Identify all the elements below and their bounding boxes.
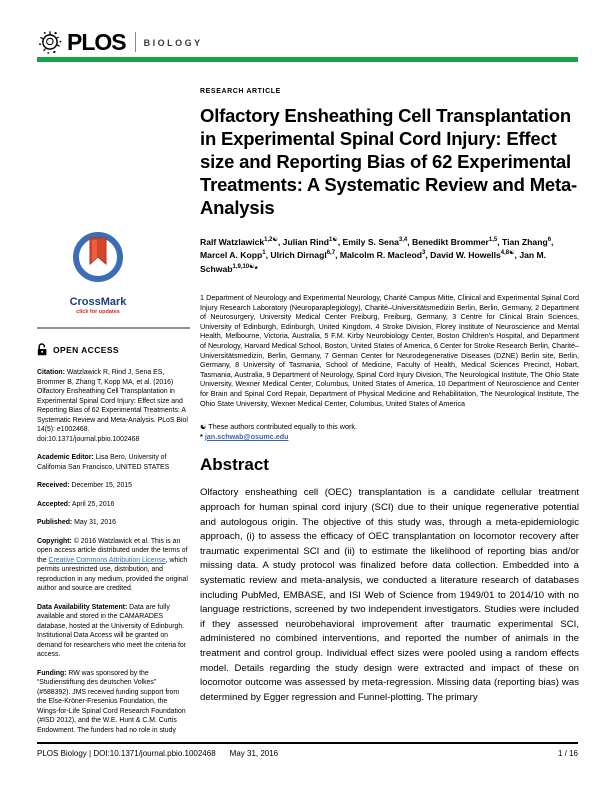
- corresponding-author-email-link[interactable]: jan.schwab@osumc.edu: [204, 431, 289, 441]
- citation-text: Watzlawick R, Rind J, Sena ES, Brommer B, Zhang T, Kopp MA, et al. (2016) Olfactory Ensheathing Cell Transplantation in Experimental Spinal Cord Injury: Effect size and Reporting Bias of 62 Experimental Treatments: A Systematic Review and Meta-Analysis. PLoS Biol 14(5): e1002468. doi:10.1371/journal.pbio.1002468: [37, 369, 188, 443]
- journal-masthead: [37, 27, 203, 57]
- published-paragraph: [37, 518, 190, 528]
- published-date: May 31, 2016: [72, 519, 116, 526]
- copyright-label: Copyright:: [37, 537, 72, 545]
- crossmark-tagline: click for updates: [76, 309, 120, 315]
- data-availability-text: Data are fully available and stored in the CAMARADES database, hosted at the University of Edinburgh. Institutional Data Access will be granted on demand for researchers who meet the criteria for access.: [37, 603, 186, 658]
- plos-logo-text: PLOS: [67, 29, 126, 55]
- copyright-text-pre: © 2016 Watzlawick et al. This is an open access article distributed under the terms of the: [37, 537, 188, 564]
- published-label: Published:: [37, 519, 73, 526]
- received-label: Received:: [37, 482, 70, 489]
- copyright-paragraph: [37, 537, 190, 594]
- affiliations-paragraph: 1 Department of Neurology and Experimental Neurology, Charité Campus Mitte, Clinical and Experimental Spinal Cord Injury Research Laboratory (Neuroparaplegiology), Charité–Universitätsmedizin Berlin, Berlin, Germany, 2 Department of Neurosurgery, University Medical Center Freiburg, Freiburg, Germany, 3 Centre for Clinical Brain Sciences, University of Edinburgh, Edinburgh, United Kingdom, 4 Stroke Division, Florey Institute of Neuroscience and Mental Health, Melbourne, Victoria, Australia, 5 F.M. Kirby Neurobiology Center, Boston Children's Hospital, and Department of Neurology, Harvard Medical School, Boston, United States of America, 6 Center for Stroke Research Berlin, Charité–Universitätsmedizin, Berlin, Germany, 7 German Center for Neurodegenerative Diseases (DZNE) Berlin site, Berlin, Germany, 8 University of Tasmania, School of Medicine, Faculty of Health, Medical Sciences Precinct, Hobart, Tasmania, Australia, 9 Department of Neurology, Spinal Cord Injury Division, The Neurological Institute, The Ohio State University, Wexner Medical Center, Columbus, United States of America, 10 Department of Neuroscience and Center for Brain and Spinal Cord Repair, Department of Physical Medicine and Rehabilitation, The Neurological Institute, The Ohio State University, Wexner Medical Center, Columbus, United States of America: [200, 293, 579, 408]
- plos-cell-icon: [37, 29, 63, 55]
- copyright-text-post: , which permits unrestricted use, distribution, and reproduction in any medium, provided the original author and source are credited.: [37, 556, 188, 592]
- article-main-column: [200, 88, 579, 705]
- open-lock-icon: [37, 343, 48, 356]
- logo-divider: [135, 32, 136, 52]
- journal-accent-bar: [37, 57, 578, 62]
- open-access-badge: [37, 343, 190, 356]
- academic-editor-paragraph: [37, 453, 190, 472]
- crossmark-badge[interactable]: [63, 231, 133, 315]
- data-availability-paragraph: [37, 603, 190, 660]
- citation-label: Citation:: [37, 369, 65, 376]
- journal-name: BIOLOGY: [143, 38, 203, 48]
- academic-editor-label: Academic Editor:: [37, 454, 94, 461]
- author-line: Ralf Watzlawick$^{1,2☯}$, Julian Rind$^{1☯}$, Emily S. Sena$^{3,4}$, Benedikt Brommer$^{1,5}$, Tian Zhang$^6$, Marcel A. Kopp$^1$, Ulrich Dirnagl$^{6,7}$, Malcolm R. Macleod$^3$, David W. Howells$^{4,8☯}$, Jan M. Schwab$^{1,9,10☯}$*: [200, 236, 554, 274]
- received-paragraph: [37, 481, 190, 491]
- sidebar-divider: [37, 327, 190, 329]
- article-type-kicker: RESEARCH ARTICLE: [200, 88, 281, 95]
- page-footer: [37, 749, 578, 758]
- citation-paragraph: [37, 368, 190, 444]
- accepted-label: Accepted:: [37, 500, 71, 508]
- accepted-date: April 25, 2016: [70, 500, 115, 508]
- funding-label: Funding:: [37, 669, 67, 677]
- abstract-heading: Abstract: [200, 455, 269, 475]
- footer-journal-doi: PLOS Biology | DOI:10.1371/journal.pbio.1002468: [37, 749, 216, 758]
- equal-contribution-note: ☯ These authors contributed equally to this work.: [200, 422, 357, 432]
- page-number: 1 / 16: [557, 749, 578, 758]
- received-date: December 15, 2015: [69, 482, 132, 489]
- abstract-text: Olfactory ensheathing cell (OEC) transplantation is a candidate cellular treatment approach for human spinal cord injury (SCI) due to their unique regenerative potential and autologous origin. The objective of this study was, through a meta-epidemiologic approach, (i) to assess the efficacy of OEC transplantation on locomotor recovery after traumatic experimental SCI and (ii) to estimate the likelihood of reporting bias and/or missing data. A study protocol was finalized before data collection. Embedded into a systematic review and meta-analysis, we conducted a literature research of databases including PubMed, EMBASE, and ISI Web of Science from 1949/01 to 2014/10 with no language restrictions, screened by two independent investigators. Studies were included if they assessed neurobehavioral improvement after traumatic experimental SCI, administered no combined interventions, and reported the number of animals in the treatment and control group. Individual effect sizes were pooled using a random effects model. Details regarding the study design were extracted and impact of these on locomotor outcome was assessed by meta-regression. Missing data (reporting bias) was determined by Egger regression and Funnel-plotting. The primary: [200, 487, 579, 703]
- crossmark-label: CrossMark: [69, 296, 127, 308]
- crossmark-icon: [68, 231, 128, 289]
- creative-commons-license-link[interactable]: Creative Commons Attribution License: [48, 556, 166, 564]
- footer-rule: [37, 742, 578, 744]
- corresponding-author-line: [200, 432, 579, 442]
- email-marker: *: [200, 431, 203, 441]
- open-access-label: OPEN ACCESS: [53, 344, 119, 355]
- footer-date: May 31, 2016: [229, 749, 279, 758]
- funding-paragraph: [37, 669, 190, 736]
- funding-text: RW was sponsored by the “Studienstiftung des deutschen Volkes” (#588392). JMS received funding support from the Else-Kröner-Fresenius Foundation, the Wings-for-Life Spinal Cord Research Foundation (#ISD 2012), and the W.E. Hunt & C.M. Curtis Endowment. The funders had no role in study: [37, 669, 186, 734]
- footer-left: [37, 749, 558, 758]
- accepted-paragraph: [37, 500, 190, 510]
- academic-editor-text: Lisa Bero, University of California San Francisco, UNITED STATES: [37, 454, 170, 471]
- article-title: Olfactory Ensheathing Cell Transplantation in Experimental Spinal Cord Injury: Effect size and Reporting Bias of 62 Experimental Treatments: A Systematic Review and Meta-Analysis: [200, 105, 578, 218]
- article-sidebar: [37, 231, 190, 744]
- data-availability-label: Data Availability Statement:: [37, 603, 128, 611]
